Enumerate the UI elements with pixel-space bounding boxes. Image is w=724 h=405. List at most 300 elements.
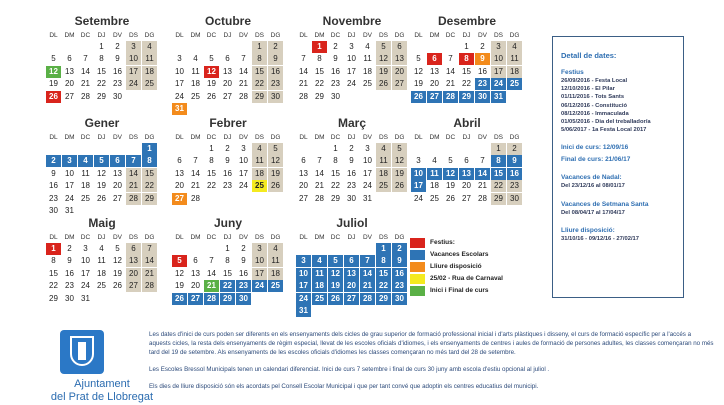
day-cell: 11: [97, 256, 106, 266]
day-cell: 12: [443, 168, 458, 180]
day-cell: 2: [480, 42, 485, 51]
month-title: Juny: [213, 216, 242, 230]
day-cell: 19: [97, 181, 106, 191]
legend-item: [410, 274, 540, 285]
day-cell: 17: [347, 66, 356, 76]
day-cell: 9: [392, 255, 407, 267]
day-cell: 3: [365, 144, 370, 153]
weekday-header: DJ: [97, 134, 106, 141]
legend-swatch: [410, 250, 425, 260]
day-cell: 22: [49, 281, 58, 291]
day-cell: 23: [223, 181, 232, 191]
day-cell: 23: [347, 181, 356, 191]
day-cell: 17: [239, 168, 248, 178]
weekday-header: DG: [394, 234, 405, 241]
day-cell: 24: [81, 281, 90, 291]
dates-detail-panel: [552, 36, 684, 298]
day-cell: 8: [376, 255, 391, 267]
day-cell: 6: [464, 156, 469, 166]
day-cell: 13: [299, 168, 308, 178]
day-cell: 30: [392, 293, 407, 305]
day-cell: 22: [252, 78, 267, 90]
weekday-header: DL: [414, 32, 423, 39]
day-cell: 24: [414, 193, 423, 203]
month-title: Maig: [88, 216, 116, 230]
day-cell: 13: [392, 53, 407, 65]
day-cell: 6: [427, 53, 442, 65]
day-cell: 26: [392, 180, 407, 192]
day-cell: 17: [363, 168, 372, 178]
weekday-header: DC: [330, 32, 341, 39]
day-cell: 22: [331, 181, 340, 191]
day-cell: 26: [446, 193, 455, 203]
day-cell: 9: [349, 156, 354, 166]
day-cell: 27: [427, 91, 442, 103]
day-cell: 8: [209, 156, 214, 166]
month-setembre: [46, 14, 158, 101]
day-cell: 29: [97, 91, 106, 101]
day-cell: 6: [126, 243, 141, 255]
day-cell: 26: [113, 281, 122, 291]
weekday-header: DL: [175, 32, 184, 39]
day-cell: 13: [175, 168, 184, 178]
weekday-header: DC: [206, 234, 217, 241]
day-cell: 16: [49, 181, 58, 191]
day-cell: 26: [268, 180, 283, 192]
day-cell: 20: [175, 181, 184, 191]
weekday-header: DM: [64, 134, 75, 141]
day-cell: 18: [430, 181, 439, 191]
weekday-header: DC: [80, 134, 91, 141]
day-cell: 3: [416, 156, 421, 166]
day-cell: 13: [126, 255, 141, 267]
day-cell: 20: [223, 79, 232, 89]
weekday-header: DL: [175, 234, 184, 241]
day-cell: 30: [331, 91, 340, 101]
weekday-header: DG: [394, 32, 405, 39]
notes: [149, 330, 714, 399]
day-cell: 28: [142, 280, 157, 292]
day-cell: 15: [252, 66, 267, 78]
month-title: Juliol: [336, 216, 368, 230]
weekday-header: DS: [254, 234, 265, 241]
day-cell: 8: [252, 53, 267, 65]
day-cell: 4: [268, 243, 283, 255]
day-cell: 31: [491, 91, 506, 103]
day-cell: 19: [328, 280, 343, 292]
month-juny: [172, 216, 284, 303]
day-cell: 20: [126, 268, 141, 280]
festiu-item: 26/09/2016 - Festa Local: [561, 78, 628, 84]
day-cell: 1: [312, 41, 327, 53]
day-cell: 17: [175, 79, 184, 89]
weekday-header: DS: [378, 32, 389, 39]
day-cell: 22: [142, 180, 157, 192]
day-cell: 2: [333, 42, 338, 51]
weekday-header: DM: [190, 32, 201, 39]
day-cell: 31: [172, 103, 187, 115]
day-cell: 11: [427, 168, 442, 180]
day-cell: 8: [333, 156, 338, 166]
day-cell: 14: [207, 268, 216, 278]
day-cell: 30: [268, 91, 283, 103]
day-cell: 16: [239, 268, 248, 278]
day-cell: 3: [62, 155, 77, 167]
weekday-header: DG: [394, 134, 405, 141]
day-cell: 21: [446, 79, 455, 89]
day-cell: 29: [49, 293, 58, 303]
day-cell: 14: [239, 66, 248, 76]
day-cell: 24: [296, 293, 311, 305]
day-cell: 29: [220, 293, 235, 305]
day-cell: 26: [376, 78, 391, 90]
festius-list: [561, 77, 675, 134]
day-cell: 4: [432, 156, 437, 166]
day-cell: 30: [347, 193, 356, 203]
day-cell: 1: [142, 143, 157, 155]
day-cell: 9: [507, 155, 522, 167]
weekday-header: DL: [299, 134, 308, 141]
day-cell: 3: [83, 244, 88, 253]
day-cell: 5: [51, 54, 56, 64]
day-cell: 14: [475, 168, 490, 180]
day-cell: 23: [507, 180, 522, 192]
day-cell: 19: [446, 181, 455, 191]
day-cell: 1: [491, 143, 506, 155]
day-cell: 14: [446, 66, 455, 76]
day-cell: 11: [507, 53, 522, 65]
day-cell: 18: [97, 268, 106, 278]
day-cell: 17: [252, 268, 267, 280]
day-cell: 22: [315, 79, 324, 89]
setmana-santa-heading: Vacances de Setmana Santa: [561, 200, 649, 208]
day-cell: 10: [491, 53, 506, 65]
day-cell: 7: [480, 156, 485, 166]
day-cell: 6: [193, 256, 198, 266]
day-cell: 30: [113, 91, 122, 101]
day-cell: 21: [81, 79, 90, 89]
day-cell: 12: [392, 155, 407, 167]
day-cell: 30: [65, 293, 74, 303]
day-cell: 1: [46, 243, 61, 255]
day-cell: 27: [188, 293, 203, 305]
nadal-heading: Vacances de Nadal:: [561, 174, 622, 182]
day-cell: 2: [67, 244, 72, 253]
weekday-header: DV: [362, 32, 373, 39]
day-cell: 29: [376, 293, 391, 305]
day-cell: 14: [191, 168, 200, 178]
day-cell: 25: [376, 180, 391, 192]
day-cell: 8: [459, 53, 474, 65]
day-cell: 21: [126, 180, 141, 192]
day-cell: 24: [491, 78, 506, 90]
legend-label: Lliure disposició: [430, 263, 482, 270]
festiu-item: 5/06/2017 - 1a Festa Local 2017: [561, 127, 647, 134]
weekday-header: DL: [49, 134, 58, 141]
month-title: Abril: [453, 116, 481, 130]
day-cell: 12: [204, 66, 219, 78]
weekday-header: DJ: [223, 234, 232, 241]
weekday-header: DV: [238, 234, 249, 241]
festiu-item: 01/05/2016 - Dia del treballador/a: [561, 119, 651, 126]
month-octubre: [172, 14, 284, 113]
day-cell: 2: [268, 41, 283, 53]
day-cell: 11: [252, 155, 267, 167]
day-cell: 12: [268, 155, 283, 167]
weekday-header: DS: [254, 32, 265, 39]
weekday-header: DJ: [223, 134, 232, 141]
day-cell: 17: [65, 181, 74, 191]
weekday-header: DV: [238, 32, 249, 39]
day-cell: 1: [464, 42, 469, 51]
day-cell: 16: [347, 168, 356, 178]
day-cell: 10: [239, 156, 248, 166]
day-cell: 17: [81, 268, 90, 278]
setmana-santa-dates: Del 08/04/17 al 17/04/17: [561, 209, 625, 216]
day-cell: 5: [392, 143, 407, 155]
day-cell: 10: [175, 66, 184, 76]
day-cell: 13: [191, 268, 200, 278]
day-cell: 19: [376, 66, 391, 78]
day-cell: 26: [411, 91, 426, 103]
weekday-header: DS: [128, 134, 139, 141]
day-cell: 11: [312, 268, 327, 280]
day-cell: 26: [97, 193, 106, 203]
day-cell: 25: [363, 79, 372, 89]
day-cell: 22: [97, 79, 106, 89]
legend-item: [410, 286, 540, 297]
day-cell: 31: [65, 206, 74, 215]
month-gener: [46, 116, 158, 215]
day-cell: 29: [315, 91, 324, 101]
day-cell: 25: [430, 193, 439, 203]
weekday-header: DM: [64, 234, 75, 241]
day-cell: 15: [142, 168, 157, 180]
day-cell: 9: [241, 256, 246, 266]
day-cell: 12: [97, 168, 106, 178]
day-cell: 27: [172, 193, 187, 205]
day-cell: 19: [392, 168, 407, 180]
nadal-dates: Del 23/12/16 al 08/01/17: [561, 183, 625, 190]
day-cell: 22: [207, 181, 216, 191]
day-cell: 30: [507, 193, 522, 205]
day-cell: 15: [462, 66, 471, 76]
day-cell: 18: [376, 168, 391, 180]
weekday-header: DS: [493, 32, 504, 39]
day-cell: 11: [268, 255, 283, 267]
weekday-header: DG: [509, 32, 520, 39]
day-cell: 5: [268, 143, 283, 155]
day-cell: 9: [67, 256, 72, 266]
inici-de-curs: Inici de curs: 12/09/16: [561, 144, 629, 152]
day-cell: 16: [331, 66, 340, 76]
day-cell: 3: [126, 41, 141, 53]
weekday-header: DC: [445, 32, 456, 39]
day-cell: 11: [191, 66, 200, 76]
weekday-header: DG: [144, 134, 155, 141]
day-cell: 15: [97, 66, 106, 76]
day-cell: 31: [81, 293, 90, 303]
weekday-header: DV: [112, 32, 123, 39]
day-cell: 5: [209, 54, 214, 64]
note-paragraph: Les dates d'inici de curs poden ser diferents en els ensenyaments dels cicles de grau superior de formació professional inicial i d'arts plàstiques i disseny, el curs de formació específic per a l'accés a aquests cicles, la resta dels ensenyaments de règim especial, llevat de les escoles oficials d'idiomes, i els ensenyaments de centres i aules de formació de persones adultes, les classes començaran no més tard del 19 de setembre. Als ensenyaments de les escoles oficials d'idiomes les classes començaran no més tard del 28 de setembre.: [149, 331, 714, 356]
day-cell: 23: [49, 193, 58, 203]
day-cell: 30: [475, 91, 490, 103]
day-cell: 19: [113, 268, 122, 278]
day-cell: 28: [478, 193, 487, 203]
day-cell: 8: [142, 155, 157, 167]
weekday-header: DL: [299, 234, 308, 241]
legend-item: [410, 238, 540, 249]
day-cell: 5: [94, 155, 109, 167]
day-cell: 20: [462, 181, 471, 191]
month-title: Gener: [84, 116, 120, 130]
month-novembre: [296, 14, 408, 101]
day-cell: 5: [172, 255, 187, 267]
legend-label: Inici i Final de curs: [430, 287, 489, 294]
day-cell: 23: [475, 78, 490, 90]
day-cell: 18: [363, 66, 372, 76]
day-cell: 18: [507, 66, 522, 78]
weekday-header: DC: [80, 32, 91, 39]
day-cell: 2: [392, 243, 407, 255]
weekday-header: DL: [414, 134, 423, 141]
day-cell: 16: [478, 66, 487, 76]
weekday-header: DS: [493, 134, 504, 141]
day-cell: 22: [220, 280, 235, 292]
day-cell: 21: [478, 181, 487, 191]
day-cell: 30: [49, 206, 58, 215]
day-cell: 4: [376, 143, 391, 155]
festiu-item: 08/12/2016 - Immaculada: [561, 110, 629, 117]
day-cell: 2: [507, 143, 522, 155]
day-cell: 4: [193, 54, 198, 64]
day-cell: 28: [443, 91, 458, 103]
day-cell: 27: [65, 91, 74, 101]
day-cell: 17: [126, 66, 141, 78]
day-cell: 21: [299, 79, 308, 89]
day-cell: 15: [376, 268, 391, 280]
day-cell: 7: [360, 255, 375, 267]
day-cell: 29: [252, 91, 267, 103]
day-cell: 7: [301, 54, 306, 64]
day-cell: 12: [414, 66, 423, 76]
day-cell: 31: [363, 193, 372, 203]
day-cell: 26: [328, 293, 343, 305]
day-cell: 15: [207, 168, 216, 178]
day-cell: 4: [78, 155, 93, 167]
day-cell: 19: [175, 281, 184, 291]
day-cell: 1: [209, 144, 214, 153]
day-cell: 11: [81, 168, 90, 178]
day-cell: 27: [113, 193, 122, 203]
day-cell: 1: [225, 244, 230, 253]
day-cell: 2: [225, 144, 230, 153]
day-cell: 6: [344, 255, 359, 267]
day-cell: 1: [376, 243, 391, 255]
day-cell: 6: [67, 54, 72, 64]
details-title: Detall de dates:: [561, 51, 617, 60]
month-title: Febrer: [209, 116, 247, 130]
day-cell: 7: [241, 54, 246, 64]
day-cell: 19: [207, 79, 216, 89]
day-cell: 1: [252, 41, 267, 53]
day-cell: 3: [491, 41, 506, 53]
festius-heading: Festius: [561, 69, 584, 76]
day-cell: 28: [239, 91, 248, 101]
day-cell: 26: [46, 91, 61, 103]
day-cell: 24: [126, 78, 141, 90]
day-cell: 15: [223, 268, 232, 278]
day-cell: 13: [223, 66, 232, 76]
day-cell: 3: [252, 243, 267, 255]
weekday-header: DG: [270, 234, 281, 241]
day-cell: 23: [113, 79, 122, 89]
day-cell: 25: [191, 91, 200, 101]
legend-label: Vacances Escolars: [430, 251, 489, 258]
legend-item: [410, 262, 540, 273]
month-juliol: [296, 216, 408, 315]
city-shield-icon: [60, 330, 104, 374]
weekday-header: DG: [270, 32, 281, 39]
day-cell: 9: [225, 156, 230, 166]
day-cell: 10: [411, 168, 426, 180]
day-cell: 5: [115, 244, 120, 253]
day-cell: 7: [209, 256, 214, 266]
day-cell: 14: [126, 168, 141, 180]
note-paragraph: Les Escoles Bressol Municipals tenen un calendari diferenciat. Inici de curs 7 setembre i final de curs 30 juny amb escola d'estiu opcional al juliol .: [149, 366, 550, 373]
day-cell: 29: [142, 193, 157, 205]
day-cell: 2: [115, 42, 120, 51]
festiu-item: 06/12/2016 - Constitució: [561, 102, 628, 109]
weekday-header: DC: [80, 234, 91, 241]
weekday-header: DM: [190, 234, 201, 241]
day-cell: 29: [331, 193, 340, 203]
day-cell: 24: [347, 79, 356, 89]
day-cell: 6: [177, 156, 182, 166]
weekday-header: DM: [64, 32, 75, 39]
day-cell: 16: [223, 168, 232, 178]
weekday-header: DC: [330, 234, 341, 241]
month-title: Octubre: [204, 14, 251, 28]
day-cell: 8: [491, 155, 506, 167]
day-cell: 26: [207, 91, 216, 101]
weekday-header: DG: [144, 32, 155, 39]
weekday-header: DL: [49, 234, 58, 241]
day-cell: 14: [299, 66, 308, 76]
day-cell: 21: [360, 280, 375, 292]
weekday-header: DG: [270, 134, 281, 141]
day-cell: 20: [191, 281, 200, 291]
day-cell: 16: [507, 168, 522, 180]
day-cell: 23: [236, 280, 251, 292]
day-cell: 7: [83, 54, 88, 64]
legend-item: [410, 250, 540, 261]
weekday-header: DL: [299, 32, 308, 39]
day-cell: 8: [317, 54, 322, 64]
day-cell: 24: [363, 181, 372, 191]
day-cell: 12: [46, 66, 61, 78]
day-cell: 17: [296, 280, 311, 292]
legend-swatch: [410, 286, 425, 296]
weekday-header: DS: [254, 134, 265, 141]
day-cell: 13: [459, 168, 474, 180]
legend-label: Festius:: [430, 239, 455, 246]
day-cell: 13: [65, 66, 74, 76]
weekday-header: DJ: [347, 32, 356, 39]
weekday-header: DC: [445, 134, 456, 141]
day-cell: 2: [46, 155, 61, 167]
